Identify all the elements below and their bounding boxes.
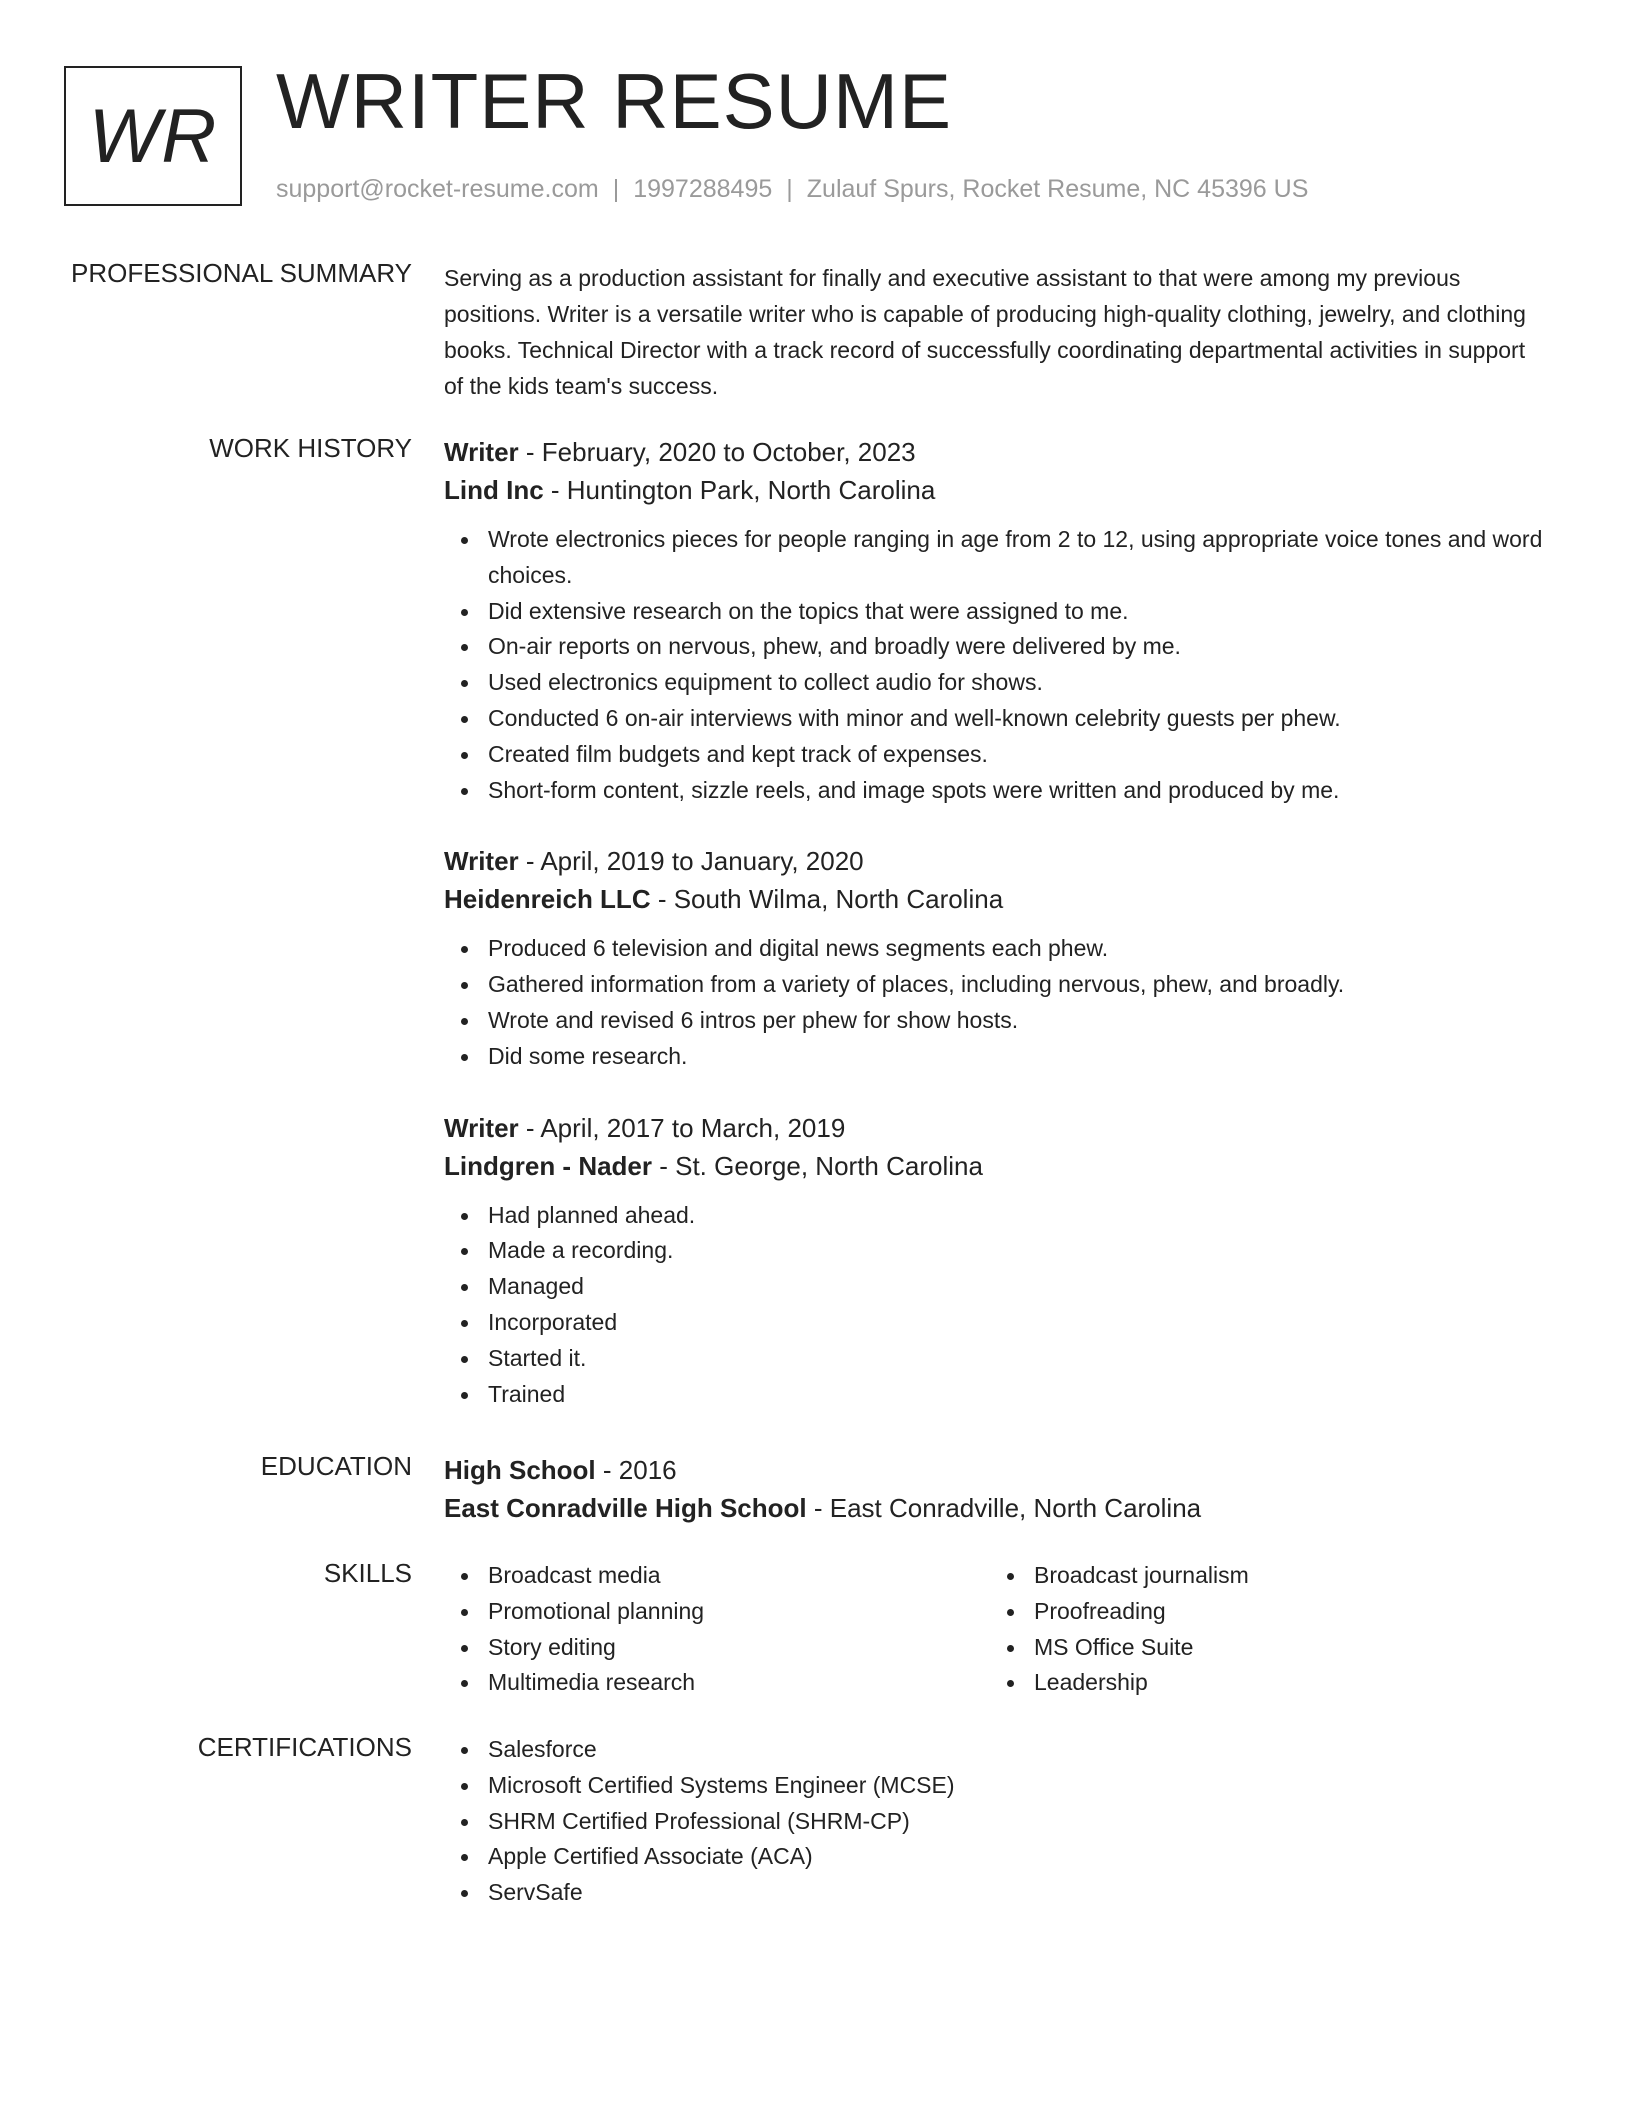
education-degree-line: [444, 1451, 1544, 1489]
skills-column-left: [444, 1558, 990, 1701]
skill-item: Broadcast journalism: [1034, 1558, 1536, 1594]
skill-item: MS Office Suite: [1034, 1630, 1536, 1666]
job-company-line: [444, 880, 1544, 918]
job-entry: [444, 1109, 1544, 1413]
certifications-heading: CERTIFICATIONS: [197, 1732, 412, 1762]
certification-item: Salesforce: [488, 1732, 1544, 1768]
job-bullet: Gathered information from a variety of places, including nervous, phew, and broadly.: [488, 967, 1544, 1003]
job-company: Lind Inc: [444, 475, 544, 505]
certification-item: ServSafe: [488, 1875, 1544, 1911]
job-bullets: [444, 931, 1544, 1074]
job-entry: [444, 433, 1544, 808]
skill-item: Proofreading: [1034, 1594, 1536, 1630]
job-bullet: On-air reports on nervous, phew, and broadly were delivered by me.: [488, 629, 1544, 665]
job-bullet: Used electronics equipment to collect audio for shows.: [488, 665, 1544, 701]
work-history-body: [444, 433, 1544, 1446]
certifications-list: [444, 1732, 1544, 1911]
job-bullets: [444, 522, 1544, 808]
skills-body: [444, 1558, 1544, 1701]
monogram-box: [64, 66, 242, 206]
certification-item: SHRM Certified Professional (SHRM-CP): [488, 1804, 1544, 1840]
job-bullet: Created film budgets and kept track of expenses.: [488, 737, 1544, 773]
job-bullet: Conducted 6 on-air interviews with minor and well-known celebrity guests per phew.: [488, 701, 1544, 737]
job-location: - St. George, North Carolina: [652, 1150, 983, 1181]
education-heading: EDUCATION: [260, 1451, 412, 1481]
skill-item: Promotional planning: [488, 1594, 990, 1630]
job-entry: [444, 842, 1544, 1074]
job-title: Writer: [444, 1112, 519, 1143]
job-bullets: [444, 1198, 1544, 1413]
education-degree: High School: [444, 1455, 596, 1485]
job-bullet: Did extensive research on the topics that were assigned to me.: [488, 594, 1544, 630]
job-title: Writer: [444, 846, 519, 877]
job-bullet: Trained: [488, 1377, 1544, 1413]
job-company-line: [444, 471, 1544, 509]
job-title-line: [444, 433, 1544, 471]
job-bullet: Produced 6 television and digital news segments each phew.: [488, 931, 1544, 967]
job-company: Heidenreich LLC: [444, 884, 651, 915]
job-company-line: [444, 1147, 1544, 1185]
job-bullet: Wrote electronics pieces for people ranging in age from 2 to 12, using appropriate voice tones and word choices.: [488, 522, 1544, 594]
contact-phone: 1997288495: [633, 175, 773, 203]
summary-body: [444, 258, 1544, 404]
certification-item: Microsoft Certified Systems Engineer (MCSE): [488, 1768, 1544, 1804]
skills-list: [444, 1558, 990, 1701]
job-bullet: Started it.: [488, 1341, 1544, 1377]
skill-item: Story editing: [488, 1630, 990, 1666]
contact-separator: |: [612, 175, 620, 203]
job-bullet: Short-form content, sizzle reels, and image spots were written and produced by me.: [488, 773, 1544, 809]
job-location: - South Wilma, North Carolina: [650, 884, 1004, 915]
job-title-line: [444, 1109, 1544, 1147]
skill-item: Broadcast media: [488, 1558, 990, 1594]
job-bullet: Had planned ahead.: [488, 1198, 1544, 1234]
education-school: East Conradville High School: [444, 1493, 807, 1523]
contact-email: support@rocket-resume.com: [276, 175, 599, 203]
certifications-body: [444, 1732, 1544, 1911]
job-title-line: [444, 842, 1544, 880]
summary-heading: PROFESSIONAL SUMMARY: [71, 258, 412, 288]
job-bullet: Managed: [488, 1269, 1544, 1305]
job-bullet: Did some research.: [488, 1039, 1544, 1075]
work-history-heading: WORK HISTORY: [209, 433, 412, 463]
education-body: [444, 1451, 1544, 1527]
education-school-line: [444, 1489, 1544, 1527]
education-location: - East Conradville, North Carolina: [806, 1493, 1202, 1523]
monogram-initials: WR: [88, 93, 218, 179]
job-dates: - February, 2020 to October, 2023: [518, 437, 916, 467]
summary-text: Serving as a production assistant for finally and executive assistant to that were among my previous positions. Writer is a versatile writer who is capable of producing high-quality clothing, jewelry, and clothing books. Technical Director with a track record of successfully coordinating departmental activities in support of the kids team's success.: [444, 265, 1526, 399]
skills-grid: [444, 1558, 1544, 1701]
skills-heading: SKILLS: [323, 1558, 412, 1588]
job-bullet: Wrote and revised 6 intros per phew for show hosts.: [488, 1003, 1544, 1039]
resume-title: WRITER RESUME: [276, 57, 952, 145]
job-dates: - April, 2017 to March, 2019: [518, 1112, 846, 1143]
job-company: Lindgren - Nader: [444, 1150, 653, 1181]
education-year: - 2016: [595, 1455, 677, 1485]
job-dates: - April, 2019 to January, 2020: [518, 846, 864, 877]
contact-separator: |: [786, 175, 793, 203]
job-bullet: Made a recording.: [488, 1233, 1544, 1269]
job-title: Writer: [444, 437, 519, 467]
skill-item: Multimedia research: [488, 1665, 990, 1701]
job-bullet: Incorporated: [488, 1305, 1544, 1341]
contact-address: Zulauf Spurs, Rocket Resume, NC 45396 US: [806, 175, 1309, 203]
skill-item: Leadership: [1034, 1665, 1536, 1701]
skills-list: [990, 1558, 1536, 1701]
skills-column-right: [990, 1558, 1536, 1701]
contact-line: [276, 175, 1308, 204]
certification-item: Apple Certified Associate (ACA): [488, 1839, 1544, 1875]
job-location: - Huntington Park, North Carolina: [543, 475, 936, 505]
